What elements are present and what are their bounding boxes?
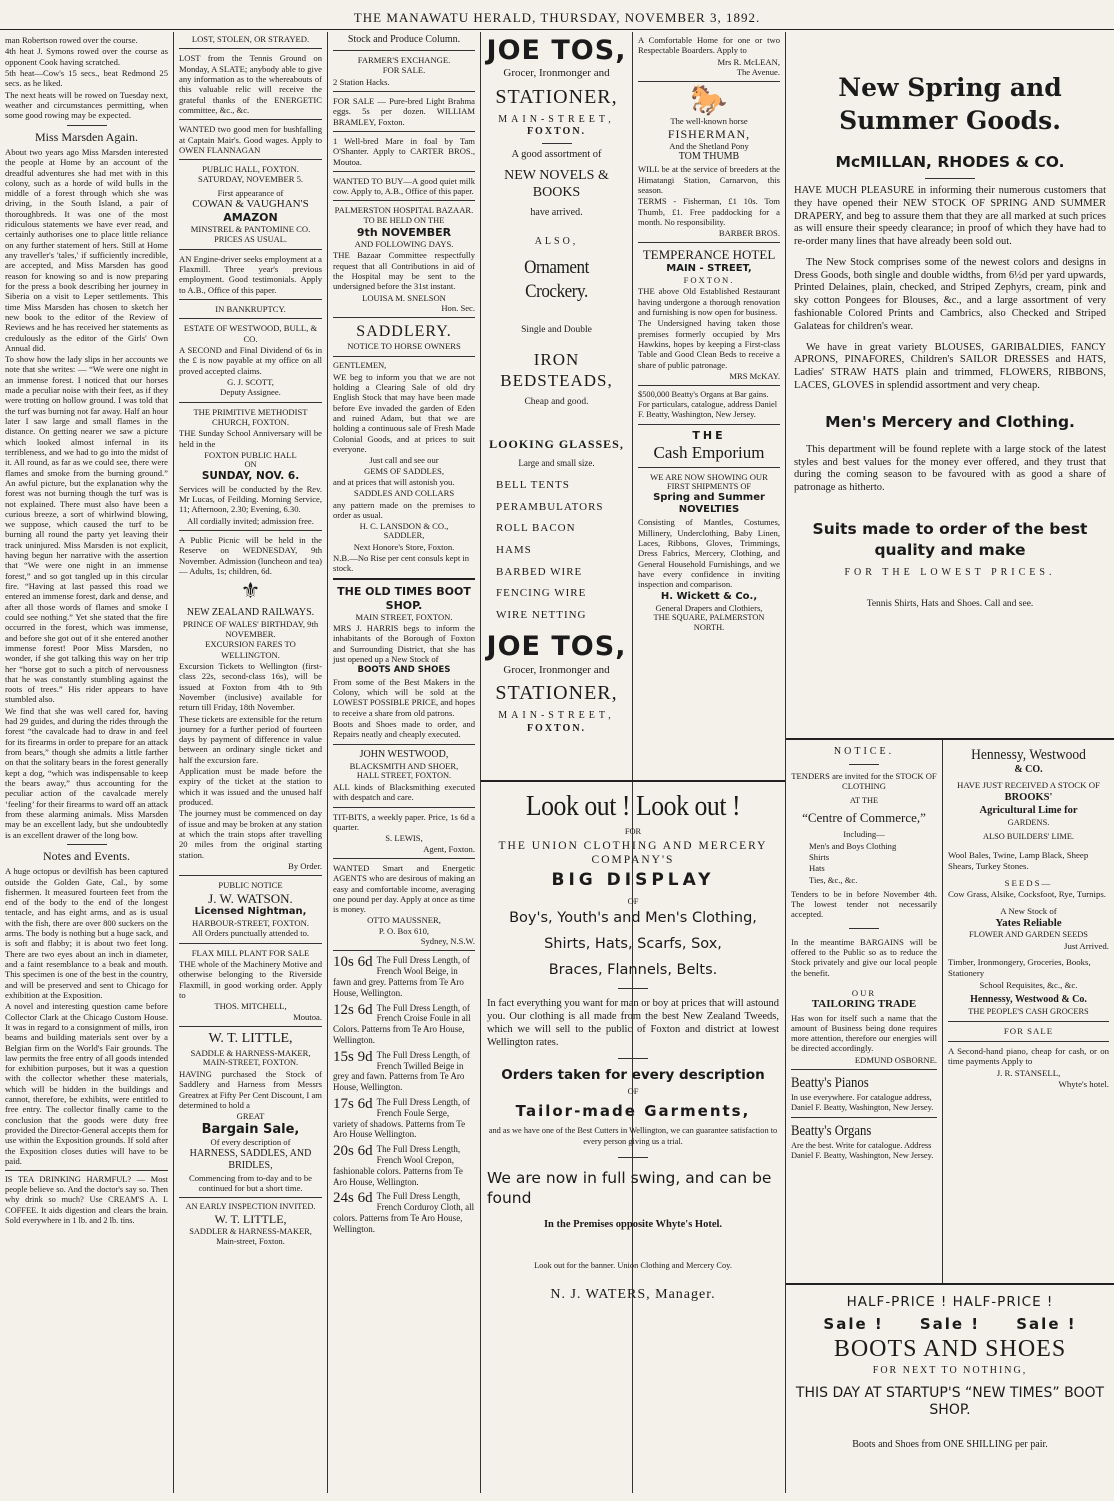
notice-item: Men's and Boys Clothing — [809, 840, 897, 851]
cash-spring: Spring and Summer — [653, 492, 765, 504]
joe-tos-bedsteads: IRON BEDSTEADS, — [500, 350, 613, 391]
masthead: THE MANAWATU HERALD, THURSDAY, NOVEMBER 3, 1892. — [0, 0, 1114, 30]
yates-text: A New Stock of — [1000, 906, 1057, 917]
cash-the: THE — [692, 429, 726, 443]
saddlery-notice: NOTICE TO HORSE OWNERS — [347, 341, 461, 352]
stansell-address: Whyte's hotel. — [1058, 1078, 1109, 1089]
union-text: and as we have one of the Best Cutters in Wellington, we can guarantee satisfaction to every person giving us a trial. — [488, 1126, 778, 1146]
church-heading: THE PRIMITIVE METHODIST CHURCH, FOXTON. — [193, 406, 308, 427]
piano-heading: FOR SALE — [1003, 1025, 1054, 1036]
tailoring-text: Has won for itself such a name that the amount of Business being done requires more attention, therefore our energies will be directed accordingly. — [791, 1012, 937, 1054]
westwood-title: BLACKSMITH AND SHOER, — [349, 760, 459, 771]
seeds-heading: SEEDS— — [1004, 877, 1053, 888]
startup-heading: THIS DAY AT STARTUP'S “NEW TIMES” BOOT SHOP. — [795, 1385, 1105, 1419]
half-price-heading: HALF-PRICE ! HALF-PRICE ! — [846, 1294, 1054, 1310]
saddlery-gems: GEMS OF SADDLES, — [364, 465, 444, 476]
union-swing: We are now in full swing, and can be found — [487, 1169, 772, 1208]
union-name: THE UNION CLOTHING AND MERCERY COMPANY'S — [498, 840, 768, 867]
article-heading: Miss Marsden Again. — [35, 129, 138, 144]
hennessy-text: HAVE JUST RECEIVED A STOCK OF — [957, 780, 1100, 791]
agents-text: WANTED Smart and Energetic AGENTS who are desirous of making an easy and comfortable income, averaging one pound per day. Apply at once as time is money. — [333, 862, 475, 915]
saddlery-heading: SADDLERY. — [356, 323, 452, 341]
bazaar-text: THE Bazaar Committee respectfully request that all Contributions in aid of the Hospital may be sent to the undersigned before the 31st instant. — [333, 250, 475, 292]
little-text: HAVING purchased the Stock of Saddlery and Harness from Messrs Greatrex at Fifty Per Cent Discount, I am determined to hold a — [179, 1069, 322, 1111]
mercery-text: This department will be found replete with a large stock of the latest styles and best values for the money ever offered, and they trust that during the coming season to be favoured with as good a share of patronage as hitherto. — [794, 443, 1106, 494]
joe-tos-stationer: STATIONER, — [495, 682, 618, 705]
lewis-name: S. LEWIS, — [385, 833, 423, 844]
rowing-text: 5th heat—Cow's 15 secs., beat Redmond 25 secs. as he liked. — [5, 67, 168, 89]
horse-name: FISHERMAN, — [667, 126, 751, 141]
cow-text: WANTED TO BUY—A good quiet milk cow. Apply to, A.B., Office of this paper. — [333, 175, 475, 197]
dividend-text: A SECOND and Final Dividend of 6s in the £ is now payable at my office on all proved accepted claims. — [179, 345, 322, 376]
union-clothing-ad — [481, 784, 785, 1493]
tea-ad: IS TEA DRINKING HARMFUL? — Most people believe so. And the doctor's say so. Then why drink so much? Use CREAM'S A. I. COFFEE. It aids digestion and clears the brain. Sold everywhere in 1 lb. and 2 lb. tins. — [5, 1175, 168, 1225]
horse-icon: 🐎 — [690, 84, 728, 118]
harris-text: From some of the Best Makers in the Colony, which will be sold at the LOWEST POSSIBLE PRICE, and hopes to receive a share from old patrons. — [333, 676, 475, 718]
little-text: Commencing from to-day and to be continued for but a short time. — [189, 1172, 312, 1193]
notice-item: Shirts — [809, 851, 830, 862]
stock-heading: Stock and Produce Column. — [347, 34, 461, 45]
joe-tos-list-item: FENCING WIRE — [496, 587, 587, 600]
rowing-text: 4th heat J. Symons rowed over the course as opponent Cook having scratched. — [5, 46, 168, 67]
lime-heading: Agricultural Lime for — [979, 805, 1078, 816]
saddlery-text: Just call and see our — [369, 455, 439, 466]
notice-item: Ties, &c., &c. — [809, 874, 858, 885]
little-every: Of every description of — [210, 1137, 291, 1148]
joe-tos-list-item: BARBED WIRE — [496, 565, 583, 578]
farmers-heading: FARMER'S EXCHANGE. — [357, 55, 451, 65]
otto-name: OTTO MAUSSNER, — [367, 915, 441, 926]
notice-including: Including— — [843, 829, 885, 840]
bazaar-days: AND FOLLOWING DAYS. — [354, 239, 454, 250]
union-line: Shirts, Hats, Scarfs, Sox, — [544, 936, 722, 953]
article-text: A huge octopus or devilfish has been captured outside the Golden Gate, Cal., by some fishermen. It measured fourteen feet from the end of the body to the end of the longest tentacle, and has eight arms, and as is usual with the fish, there are over 800 suckers on the arms. The body is nothing but a huge sack, and is soft and flabby; it is about two feet long. There are two eyes about an inch in diameter, and a faint resemblance to a beak and mouth. This specimen is one of the best in the country, and will be preserved and sent to Chicago for exhibition at the Exposition. — [5, 866, 168, 1000]
column-5 — [633, 32, 785, 842]
joe-tos-crockery: Ornament Crockery. — [524, 257, 589, 302]
joe-tos-text: ALSO, — [534, 235, 579, 247]
article-text: To show how the lady slips in her accounts we note that she writes: — “We were one night in an immense forest. I noticed that our horses made a peculiar noise with their feet, as if they were trotting on hollow ground. I was told that the turf was burning not far away. Half an hour later I saw large and small flames in the distance. On getting nearer we saw a picture which looked almost infernal in its terribleness, and we had to go into the midst of it. All round, as far as we could see, there were flames and smoke from the burning ground.” An awful picture, but the explanation why the forest was not burning though the turf was is not explained. There must also have been a curious breeze, a sort of whirlwind blowing, we suppose, which caused the turf to be burning all round the party yet leaving their track uninjured. Miss Marsden is not explicit, having begun her narrative with the assertion that “We were one night in an immense forest,” and so got tangled up in this circular fire. “Having at last passed this road we entered an immense forest, dark and dense, and after all those words of flames and smoke I could see nothing.” Yet she stated that the fire occurred in the forest, which was immense, and before she got out of it she entered another immense forest! Poor Miss Marsden, no wonder, if she got talking this way on her trip her “horse got to such a pitch of nervousness that he was constantly stumbling against the roots of trees.” His rider appears to have stumbled also. — [5, 354, 168, 705]
estate-heading: ESTATE OF WESTWOOD, BULL, & CO. — [183, 323, 318, 344]
little-address: Main-street, Foxton. — [216, 1236, 285, 1246]
hennessy-goods: Timber, Ironmongery, Groceries, Books, Stationery — [948, 957, 1091, 978]
price-text: The Full Dress Length, French Wool Crepon, fashionable colors. Patterns from Te Aro House, Wellington. — [333, 1144, 463, 1187]
hennessy-co: & CO. — [1014, 764, 1043, 776]
church-hall: FOXTON PUBLIC HALL — [204, 449, 297, 460]
column-1 — [0, 32, 173, 1493]
union-line: Boy's, Youth's and Men's Clothing, — [509, 910, 757, 927]
temperance-town: FOXTON. — [683, 275, 735, 286]
harris-text: MRS J. HARRIS begs to inform the inhabitants of the Borough of Foxton and Surrounding District, that she has just opened up a New Stock of — [333, 623, 475, 665]
organs-heading: Beatty's Organs — [791, 1123, 872, 1140]
column-4 — [481, 32, 632, 842]
notice-text: In the meantime BARGAINS will be offered to the Public so as to reduce the Stock privately and give our local people the benefit. — [791, 936, 937, 978]
little-title: SADDLE & HARNESS-MAKER, — [190, 1047, 311, 1058]
wanted-text: WANTED two good men for bushfalling at Captain Mair's. Good wages. Apply to OWEN FLANNAGAN — [179, 124, 322, 155]
price-text: The Full Dress Length, of French Foule Serge, variety of shadows. Patterns from Te Aro House Wellington. — [333, 1096, 470, 1140]
price-text: The Full Dress Length, French Corduroy Cloth, all colors. Patterns from Te Aro House, Wellington. — [333, 1191, 475, 1234]
price-amount: 10s 6d — [333, 954, 373, 971]
otto-city: Sydney, N.S.W. — [420, 936, 475, 947]
price-item — [333, 1050, 475, 1093]
watson-name: J. W. WATSON. — [208, 890, 293, 906]
otto-box: P. O. Box 610, — [378, 925, 430, 936]
price-text: The Full Dress Length, of French Croise Foule in all Colors. Patterns from Te Aro House, Wellington. — [333, 1002, 471, 1045]
cash-novelties: NOVELTIES — [678, 504, 740, 516]
westwood-text: ALL kinds of Blacksmithing executed with despatch and care. — [333, 782, 475, 803]
piano-text: A Second-hand piano, cheap for cash, or on time payments Apply to — [948, 1045, 1109, 1067]
yates-heading: Yates Reliable — [995, 916, 1062, 929]
centre-heading: “Centre of Commerce,” — [802, 809, 926, 825]
mercery-heading: Men's Mercery and Clothing. — [825, 412, 1075, 431]
little-name: W. T. LITTLE, — [214, 1212, 287, 1227]
harris-text: Boots and Shoes made to order, and Repairs neatly and cheaply executed. — [333, 718, 475, 740]
article-text: We find that she was well cared for, having had 29 guides, and during the rides through the forest “the cavalcade had to draw in and feel for its firearms in order to prepare for an attack from bears,” though she admits a little farther on that the solitary bears in the forest generally kept a dog, “which was indispensable to keep the bears away,” thus accounting for the peculiar action of the cavalcade merely ‘feeling’ for their firearms to ward off an attack from these alarming animals. Miss Marsden may be an excellent lady, but she undoubtedly is an excellent drawer of the long bow. — [5, 705, 168, 840]
stansell-name: J. R. STANSELL, — [996, 1068, 1061, 1079]
little-address: MAIN-STREET, FOXTON. — [202, 1058, 299, 1068]
tailoring-heading: TAILORING TRADE — [811, 998, 917, 1011]
lime-builders: ALSO BUILDERS' LIME. — [982, 832, 1075, 842]
hennessy-goods: Wool Bales, Twine, Lamp Black, Sheep Shears, Turkey Stones. — [948, 850, 1089, 872]
lost-heading: LOST, STOLEN, OR STRAYED. — [191, 34, 310, 44]
notice-column — [786, 740, 942, 1283]
price-item — [333, 955, 475, 998]
joe-tos-street: MAIN-STREET, — [498, 113, 615, 125]
seeds-list: Cow Grass, Alsike, Cocksfoot, Rye, Turnips. — [948, 889, 1107, 900]
temperance-text: THE above Old Established Restaurant having undergone a thorough renovation and furnishing is now open for business. — [638, 286, 780, 317]
little-bargain: Bargain Sale, — [201, 1121, 300, 1137]
saddlery-greeting: GENTLEMEN, — [333, 360, 387, 370]
bazaar-heading: PALMERSTON HOSPITAL BAZAAR. — [334, 205, 474, 216]
rowing-text: The next heats will be rowed on Tuesday next, weather and circumstances permitting, when some good rowing may be expected. — [5, 89, 168, 121]
cash-text: Consisting of Mantles, Costumes, Millinery, Underclothing, Baby Linen, Laces, Ribbons, Gloves, Trimmings, Dress Fabrics, Mercery, Clothing, and General Household Furnishings, and we have every confidence in inviting inspection and comparison. — [638, 517, 780, 590]
joe-tos-town: FOXTON. — [526, 126, 587, 138]
mcmillan-ad — [786, 32, 1114, 744]
watson-address: HARBOUR-STREET, FOXTON. — [192, 918, 309, 929]
suits-heading: Suits made to order of the best quality and make — [812, 519, 1088, 559]
watson-text: All Orders punctually attended to. — [191, 928, 310, 939]
picnic-text: A Public Picnic will be held in the Reserve on WEDNESDAY, 9th November. Admission (luncheon and tea) — Adults, 1s; children, 6d. — [179, 535, 322, 576]
union-of: OF — [627, 1087, 639, 1097]
joe-tos-novels: NEW NOVELS & BOOKS — [504, 167, 609, 201]
price-amount: 17s 6d — [333, 1095, 373, 1112]
joe-tos-glasses: LOOKING GLASSES, — [489, 436, 624, 451]
pianos-heading: Beatty's Pianos — [791, 1075, 869, 1092]
boots-subhead: FOR NEXT TO NOTHING, — [872, 1365, 1028, 1377]
union-text: In fact everything you want for man or boy at prices that will astound you. Our clothing is all made from the best New Zealand Tweeds, which we will sell to the public of Foxton and district at lowest Wellington rates. — [487, 998, 779, 1049]
watson-title: Licensed Nightman, — [194, 906, 307, 918]
beatty-ad: $500,000 Beatty's Organs at Bar gains. For particulars, catalogue, address Daniel F. Beatty, Washington, New Jersey. — [638, 390, 778, 420]
cordially-text: All cordially invited; admission free. — [187, 515, 314, 526]
excursion-heading: EXCURSION FARES TO WELLINGTON. — [205, 639, 296, 660]
by-order: By Order. — [288, 860, 322, 871]
church-date: SUNDAY, NOV. 6. — [201, 470, 300, 483]
mclean-name: Mrs R. McLEAN, — [717, 56, 780, 67]
new-spring-heading: New Spring and Summer Goods. — [838, 73, 1062, 135]
article-text: About two years ago Miss Marsden interested the people at Home by an account of the dreadful adventures she had met with in this colony, such as a horde of wild bulls in the middle of a forest through which she was driving, in the South Island, a pair of thoroughbreds. It was one of the most ridiculous statements we have ever read, and certainly authorises one to place little reliance on any further statement of hers. Still at Home any traveller's 'tales,' if sufficiently incredible, are accepted, and Miss Marsden has good reason for knowing so and is now preparing for the press a book describing her journey in Siberia on a visit to Leper settlements. This time Miss Marsden has chosen to sketch her new book to the editor of the Review of Reviews and he has received her statements as credulously as the editor of the Girls' Own Annual did. — [5, 146, 168, 353]
union-manager: N. J. WATERS, Manager. — [550, 1286, 716, 1302]
price-text: The Full Dress Length, of French Wool Beige, in fawn and grey. Patterns from Te Aro House, Wellington. — [333, 955, 470, 998]
horse-text: And the Shetland Pony — [669, 140, 749, 151]
hennessy-title: Hennessy, Westwood — [971, 747, 1086, 763]
pony-name: TOM THUMB — [678, 151, 740, 163]
notice-our: OUR — [851, 988, 877, 999]
flax-text: THE whole of the Machinery Motive and otherwise belonging to the Riverside Flaxmill, in good working order. Apply to — [179, 959, 322, 1000]
little-inspection: AN EARLY INSPECTION INVITED. — [185, 1202, 316, 1212]
saddlery-text: and at prices that will astonish you. — [333, 476, 455, 487]
amazon-title: AMAZON — [223, 211, 278, 225]
hall-heading: PUBLIC HALL, FOXTON. — [202, 164, 299, 175]
scott-title: Deputy Assignee. — [220, 387, 281, 398]
union-premises: In the Premises opposite Whyte's Hotel. — [543, 1219, 723, 1231]
big-display: BIG DISPLAY — [551, 869, 715, 890]
startup-text: Boots and Shoes from ONE SHILLING per pair. — [852, 1439, 1048, 1451]
notice-text: TENDERS are invited for the STOCK OF CLOTHING — [791, 771, 937, 792]
mcmillan-text: The New Stock comprises some of the newest colors and designs in Dress Goods, both single and double widths, from 6½d per yard upwards, Printed Delaines, plain, checked, and Striped Zephyrs, cream, pink and sky cotton Pongees for Blouses, &c., and a large assortment of very fashionable Colored Prints and Cambrics, also Checked and Striped Galateas for children's wear. — [794, 256, 1106, 332]
harris-boots: BOOTS AND SHOES — [357, 665, 451, 676]
yates-seeds: FLOWER AND GARDEN SEEDS — [969, 930, 1088, 940]
article-heading: Notes and Events. — [43, 848, 130, 863]
hennessy-tagline: THE PEOPLE'S CASH GROCERS — [968, 1006, 1089, 1016]
price-amount: 15s 9d — [333, 1048, 373, 1065]
joe-tos-town: FOXTON. — [526, 722, 587, 734]
lookout-heading: Look out ! Look out ! — [525, 791, 741, 822]
joe-tos-text: A good assortment of — [511, 148, 602, 160]
notice-heading: PUBLIC NOTICE — [218, 880, 283, 891]
article-text: A novel and interesting question came before Collector Clark at the Chicago Custom House. It was in regard to a consignment of mills, iron beams and building materials sent over by a Belgian firm on the World's Fair grounds. The law permits the free entry of all goods intended for exhibition purposes, but it was a question with the collector whether these materials, which will be hidden in the buildings and cannot, therefore, be exhibits, were entitled to free entry. The collector finally came to the conclusion that the goods were duty free provided the Director-General accepts them for use within the Exposition grounds. If sold after the Exposition closes duties will have to be paid. — [5, 1001, 168, 1166]
hennessy-column — [943, 740, 1114, 1283]
union-tailor: Tailor-made Garments, — [515, 1101, 751, 1120]
hennessy-title: Hennessy, Westwood & Co. — [970, 994, 1087, 1006]
joe-tos-list-item: PERAMBULATORS — [496, 500, 604, 513]
mcmillan-name: McMILLAN, RHODES & CO. — [835, 153, 1065, 171]
union-orders: Orders taken for every description — [501, 1066, 765, 1083]
fowls-text: FOR SALE — Pure-bred Light Brahma eggs. 5s per dozen. WILLIAM BRAMLEY, Foxton. — [333, 95, 475, 127]
cash-text: FIRST SHIPMENTS OF — [666, 482, 752, 492]
lost-text: LOST from the Tennis Ground on Monday, A SLATE; anybody able to give any information as to the whereabouts of this valuable relic will receive the grateful thanks of the ENERGETIC committee, &c., &c. — [179, 53, 322, 115]
startup-ad — [786, 1286, 1114, 1493]
lansdon-name: H. C. LANSDON & CO., — [359, 521, 449, 532]
wickett-title: General Drapers and Clothiers, — [655, 602, 763, 613]
column-3 — [328, 32, 480, 1493]
prices-text: PRICES AS USUAL. — [214, 234, 287, 244]
joe-tos-list — [486, 479, 627, 622]
notice-at: AT THE — [849, 795, 879, 805]
railways-subhead: PRINCE OF WALES' BIRTHDAY, 9th NOVEMBER. — [182, 618, 319, 640]
price-amount: 24s 6d — [333, 1190, 373, 1207]
church-on: ON — [244, 460, 257, 470]
westwood-name: JOHN WESTWOOD, — [359, 748, 449, 760]
joe-tos-list-item: HAMS — [496, 543, 532, 556]
joe-tos-text: Large and small size. — [518, 457, 595, 468]
wickett-name: H. Wickett & Co., — [660, 590, 758, 602]
joe-tos-text: Single and Double — [521, 325, 592, 336]
mcmillan-text: HAVE MUCH PLEASURE in informing their numerous customers that they have opened their NEW STOCK OF SPRING AND SUMMER DRAPERY, and beg to assure them that they are all marked at such prices as will ensure their speedy clearance; in proof of which they have had to re-order many lines that have already been sold out. — [794, 184, 1106, 248]
bazaar-date: 9th NOVEMBER — [356, 225, 452, 239]
price-text: The Full Dress Length, of French Twilled Beige in grey and fawn. Patterns from Te Aro House, Wellington. — [333, 1049, 470, 1093]
joe-tos-text: Cheap and good. — [524, 397, 589, 408]
column-2 — [174, 32, 327, 1493]
union-banner: Look out for the banner. Union Clothing and Mercery Coy. — [534, 1261, 732, 1271]
union-line: Braces, Flannels, Belts. — [548, 962, 718, 979]
engine-text: AN Engine-driver seeks employment at a Flaxmill. Three year's previous employment. Good testimonials. Apply to A.B., Office of this paper. — [179, 253, 322, 295]
notice-items — [791, 841, 937, 885]
joe-tos-street: MAIN-STREET, — [498, 710, 615, 722]
scott-name: G. J. SCOTT, — [227, 376, 274, 387]
lansdon-nb: N.B.—No Rise per cent consuls kept in stock. — [333, 552, 470, 574]
saddlery-collars: SADDLES AND COLLARS — [353, 488, 455, 499]
mcmillan-text: We have in great variety BLOUSES, GARIBALDIES, FANCY APRONS, PINAFORES, Children's SAILOR DRESSES and HATS, Ladies' STRAW HATS plain and trimmed, FLOWERS, RIBBONS, LACES, GLOVES in splendid assortment and very cheap. — [794, 341, 1106, 392]
cash-text: WE ARE NOW SHOWING OUR — [650, 471, 768, 482]
price-item — [333, 1144, 475, 1187]
flax-heading: FLAX MILL PLANT FOR SALE — [191, 947, 310, 958]
price-list — [333, 955, 475, 1234]
mclean-address: The Avenue. — [736, 66, 780, 77]
old-times-heading: THE OLD TIMES BOOT SHOP. — [337, 585, 471, 612]
joe-tos-list-item: WIRE NETTING — [496, 608, 587, 621]
barber-name: BARBER BROS. — [718, 228, 780, 239]
joe-tos-list-item: BELL TENTS — [496, 479, 570, 491]
price-item — [333, 1097, 475, 1140]
old-times-address: MAIN STREET, FOXTON. — [355, 611, 453, 622]
lewis-title: Agent, Foxton. — [423, 843, 475, 854]
minstrel-text: MINSTREL & PANTOMINE CO. — [190, 224, 311, 235]
pianos-text: In use everywhere. For catalogue address, Daniel F. Beatty, Washington, New Jersey. — [791, 1093, 934, 1113]
price-amount: 20s 6d — [333, 1143, 373, 1160]
organs-text: Are the best. Write for catalogue. Address Daniel F. Beatty, Washington, New Jersey. — [791, 1141, 934, 1161]
yates-arrived: Just Arrived. — [1064, 940, 1109, 951]
boarders-text: A Comfortable Home for one or two Respectable Boarders. Apply to — [638, 35, 780, 56]
suits-subhead: FOR THE LOWEST PRICES. — [844, 566, 1056, 578]
cash-title: Cash Emporium — [653, 442, 765, 462]
titbits-text: TIT-BITS, a weekly paper. Price, 1s 6d a quarter. — [333, 811, 475, 832]
services-text: Services will be conducted by the Rev. Mr Lucas, of Feilding. Morning Service, 11; Afternoon, 2.30; Evening, 6.30. — [179, 483, 322, 515]
hennessy-school: School Requisites, &c., &c. — [979, 979, 1078, 990]
boots-heading: BOOTS AND SHOES — [833, 1336, 1067, 1363]
excursion-text: Excursion Tickets to Wellington (first-class 22s, second-class 16s), will be issued at Foxton from 4th to 9th November (inclusive) available for return till Friday, 18th November. — [179, 660, 322, 713]
temperance-text: The Undersigned having taken those premises formerly occupied by Mrs Hawkins, hopes by keeping a First-class Table and Good Clean Beds to receive a share of public patronage. — [638, 318, 780, 370]
excursion-text: The journey must be commenced on day of issue and may be broken at any station at which the train stops after travelling 20 miles from the original starting station. — [179, 808, 322, 860]
price-item — [333, 1191, 475, 1234]
joe-tos-list-item: ROLL BACON — [496, 522, 576, 535]
osborne-name: EDMUND OSBORNE. — [854, 1054, 937, 1065]
horse-text: WILL be at the service of breeders at the Himatangi Station, Carnarvon, this season. — [638, 164, 780, 195]
little-great: GREAT — [236, 1111, 265, 1122]
joe-tos-stationer: STATIONER, — [495, 86, 618, 109]
wickett-address: THE SQUARE, PALMERSTON NORTH. — [653, 612, 765, 632]
section-rule — [786, 1283, 1114, 1285]
lookout-for: FOR — [624, 826, 642, 836]
notice-heading: NOTICE. — [833, 746, 895, 757]
notice-item: Hats — [809, 863, 825, 874]
section-rule — [481, 780, 785, 782]
mitchell-name: THOS. MITCHELL, — [214, 1001, 287, 1012]
mitchell-place: Moutoa. — [293, 1011, 322, 1022]
temperance-heading: TEMPERANCE HOTEL — [642, 247, 776, 263]
bankruptcy-heading: IN BANKRUPTCY. — [215, 304, 286, 315]
lansdon-address: Next Honore's Store, Foxton. — [353, 541, 455, 552]
rowing-text: man Robertson rowed over the course. — [5, 35, 138, 45]
for-sale: FOR SALE. — [382, 65, 426, 76]
royal-crest-icon: ⚜ — [240, 578, 261, 604]
brooks-name: BROOKS' — [1004, 792, 1053, 804]
notice-text: Tenders to be in before November 4th. The lowest tender not necessarily accepted. — [791, 888, 937, 920]
little-title: SADDLER & HARNESS-MAKER, — [189, 1226, 312, 1236]
station-text: 2 Station Hacks. — [333, 76, 390, 87]
bazaar-title: Hon. Sec. — [441, 302, 475, 313]
cowan-title: COWAN & VAUGHAN'S — [192, 198, 309, 211]
bazaar-held: TO BE HELD ON THE — [363, 215, 445, 225]
excursion-text: Application must be made before the expiry of the ticket at the station to which it was issued and the unused half produced. — [179, 766, 322, 808]
mckay-name: MRS McKAY. — [729, 370, 780, 381]
joe-tos-trade: Grocer, Ironmonger and — [503, 67, 610, 80]
westwood-address: HALL STREET, FOXTON. — [356, 770, 452, 780]
sale-heading: Sale ! Sale ! Sale ! — [823, 1314, 1077, 1333]
mare-text: 1 Well-bred Mare in foal by Tam O'Shanter. Apply to CARTER BROS., Moutoa. — [333, 135, 475, 167]
bazaar-name: LOUISA M. SNELSON — [362, 292, 446, 303]
joe-tos-text: have arrived. — [530, 207, 583, 219]
church-text: THE Sunday School Anniversary will be held in the — [179, 428, 322, 449]
saddlery-text: any pattern made on the premises to order as usual. — [333, 499, 475, 520]
horse-text: The well-known horse — [670, 116, 748, 127]
lime-gardens: GARDENS. — [1007, 817, 1050, 827]
joe-tos-trade: Grocer, Ironmonger and — [503, 663, 610, 676]
lansdon-title: SADDLER, — [383, 531, 425, 541]
price-item — [333, 1003, 475, 1046]
hall-date: SATURDAY, NOVEMBER 5. — [197, 174, 304, 185]
railways-heading: NEW ZEALAND RAILWAYS. — [186, 606, 315, 618]
union-of: OF — [627, 896, 639, 906]
temperance-street: MAIN - STREET, — [666, 263, 752, 275]
hall-text: First appearance of — [217, 187, 284, 198]
joe-tos-title: JOE TOS, — [486, 35, 627, 66]
little-name: W. T. LITTLE, — [208, 1030, 293, 1046]
excursion-text: These tickets are extensible for the return journey for a further period of fourteen days by payment of difference in value between an ordinary single ticket and half the excursion fare. — [179, 713, 322, 765]
little-harness: HARNESS, SADDLES, AND BRIDLES, — [189, 1147, 312, 1171]
horse-terms: TERMS - Fisherman, £1 10s. Tom Thumb, £1. Free paddocking for a month. No responsibility. — [638, 196, 780, 227]
tennis-text: Tennis Shirts, Hats and Shoes. Call and see. — [866, 598, 1034, 609]
joe-tos-title: JOE TOS, — [486, 631, 627, 663]
saddlery-text: WE beg to inform you that we are not holding a Clearing Sale of old dry English Stock that may have been made before Eve invaded the garden of Eden and ruined Adam, but that we are holding a continuous sale of Fresh Made Colonial Goods, and at prices to suit everyone. — [333, 371, 475, 454]
price-amount: 12s 6d — [333, 1001, 373, 1018]
